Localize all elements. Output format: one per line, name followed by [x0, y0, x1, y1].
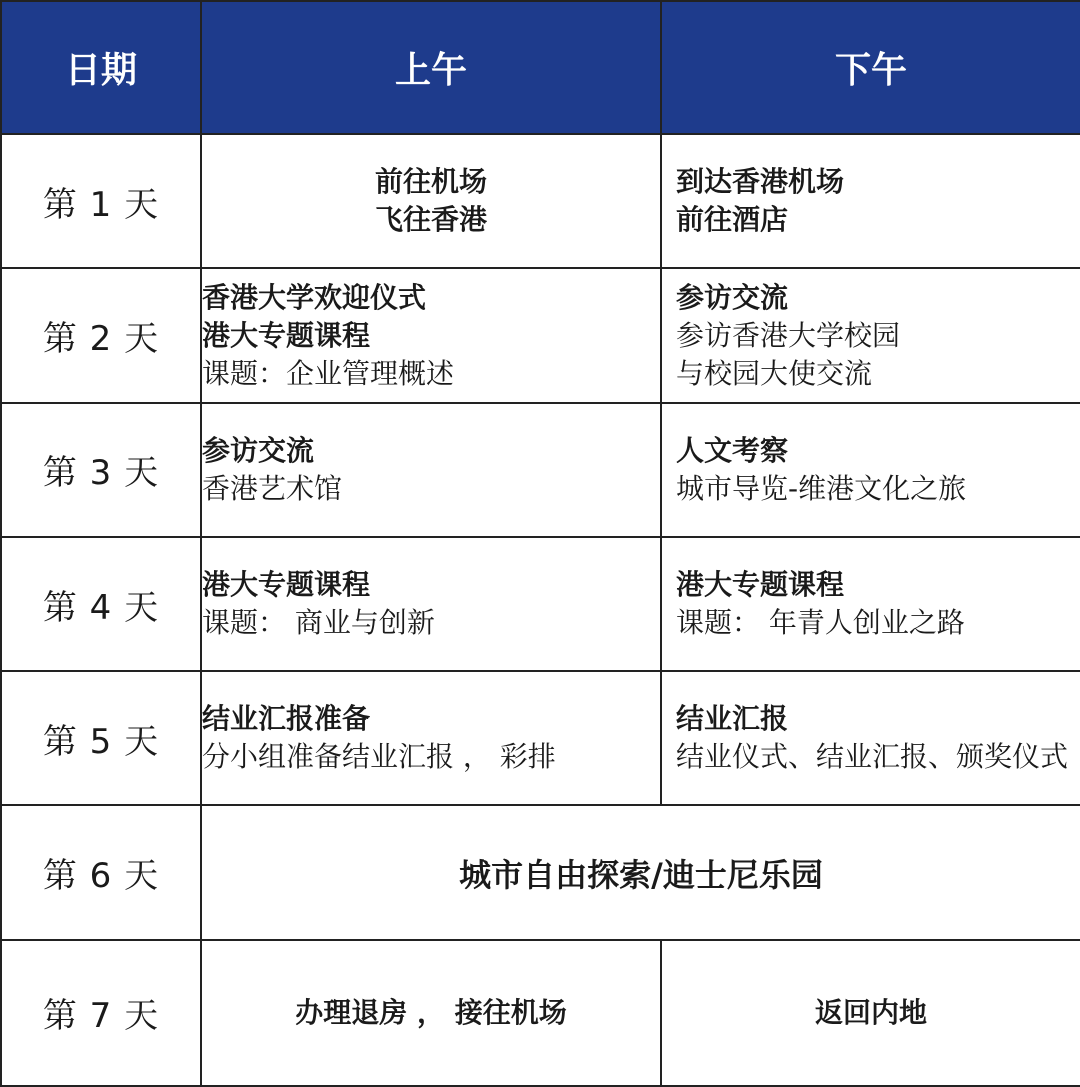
header-date: 日期: [1, 1, 201, 134]
day6-full-cell: 城市自由探索/迪士尼乐园: [201, 805, 1080, 939]
day-label: 第 1 天: [1, 134, 201, 268]
header-row: [1, 1, 1080, 134]
day5-am-title: 结业汇报准备: [202, 702, 371, 736]
day2-am-title2: 港大专题课程: [202, 318, 371, 352]
day5-pm-note: 结业仪式、结业汇报、颁奖仪式: [676, 740, 1069, 774]
day2-pm-line1: 参访香港大学校园: [676, 318, 901, 352]
day-label: 第 5 天: [1, 671, 201, 805]
table-row: [1, 805, 1080, 939]
day4-pm-title: 港大专题课程: [676, 568, 845, 602]
table-row: [1, 268, 1080, 402]
day3-pm-note: 城市导览-维港文化之旅: [676, 471, 967, 505]
day4-pm-note: 课题： 年青人创业之路: [676, 606, 965, 640]
day1-am-line1: 前往机场: [374, 165, 487, 199]
day1-pm-line2: 前往酒店: [676, 203, 789, 237]
header-pm: 下午: [661, 1, 1080, 134]
day-label: 第 4 天: [1, 537, 201, 671]
table-row: [1, 671, 1080, 805]
day3-am-title: 参访交流: [202, 433, 315, 467]
day4-am-title: 港大专题课程: [202, 568, 371, 602]
day1-pm-cell: [661, 134, 1080, 268]
table-row: [1, 134, 1080, 268]
day1-am-cell: [201, 134, 661, 268]
day2-pm-title: 参访交流: [676, 280, 789, 314]
day5-pm-cell: [661, 671, 1080, 805]
table-row: [1, 940, 1080, 1086]
day4-am-cell: [201, 537, 661, 671]
day5-am-note: 分小组准备结业汇报 ， 彩排: [202, 740, 556, 774]
header-am: 上午: [201, 1, 661, 134]
day2-am-note: 课题：企业管理概述: [202, 356, 455, 390]
day3-am-cell: [201, 403, 661, 537]
day2-am-cell: [201, 268, 661, 402]
day5-pm-title: 结业汇报: [676, 702, 789, 736]
day1-am-line2: 飞往香港: [374, 203, 487, 237]
day3-pm-cell: [661, 403, 1080, 537]
table-row: [1, 537, 1080, 671]
day7-am-cell: 办理退房 ， 接往机场: [201, 940, 661, 1086]
day-label: 第 7 天: [1, 940, 201, 1086]
day2-am-title1: 香港大学欢迎仪式: [202, 280, 427, 314]
table-row: [1, 403, 1080, 537]
day-label: 第 6 天: [1, 805, 201, 939]
day-label: 第 3 天: [1, 403, 201, 537]
day4-am-note: 课题： 商业与创新: [202, 606, 435, 640]
day1-pm-line1: 到达香港机场: [676, 165, 845, 199]
day5-am-cell: [201, 671, 661, 805]
day-label: 第 2 天: [1, 268, 201, 402]
day2-pm-line2: 与校园大使交流: [676, 356, 873, 390]
day3-pm-title: 人文考察: [676, 433, 789, 467]
day7-pm-cell: 返回内地: [661, 940, 1080, 1086]
day2-pm-cell: [661, 268, 1080, 402]
day4-pm-cell: [661, 537, 1080, 671]
day3-am-note: 香港艺术馆: [202, 471, 343, 505]
